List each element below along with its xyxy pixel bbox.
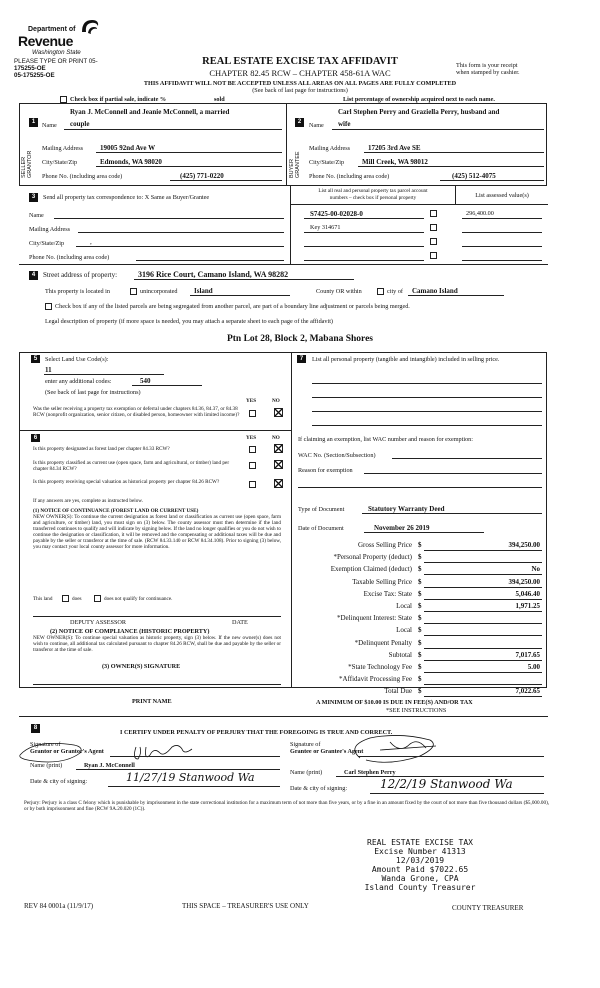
certify-statement: I CERTIFY UNDER PENALTY OF PERJURY THAT THE FOREGOING IS TRUE AND CORRECT. [120,729,393,736]
buyer-phone[interactable]: (425) 512-4075 [452,172,496,180]
check-x-icon [274,460,283,469]
buyer-name-label: Name [309,122,324,129]
grantor-sig-label1: Signature of [30,741,61,748]
does-label: does [72,596,82,602]
tax-row-currency: $ [418,553,422,562]
land-use-see-back: (See back of last page for instructions) [45,389,141,396]
s5-yes-checkbox[interactable] [249,410,256,417]
tax-row [298,675,544,685]
section-7-number: 7 [297,355,306,363]
county-treasurer-label: COUNTY TREASURER [452,904,524,912]
buyer-mailing-label: Mailing Address [309,145,351,152]
segregated-label: Check box if any of the listed parcels are being segregated from another parcel, are part of a boundary line adjustment or parcels being merged. [55,303,410,310]
wac-label: WAC No. (Section/Subsection) [298,452,376,459]
print-name-label: PRINT NAME [132,698,172,705]
corr-city-label: City/State/Zip [29,240,65,247]
exemption-reason-label: Reason for exemption [298,467,353,474]
historic-no-checkbox[interactable] [274,479,283,488]
tax-row [298,639,544,649]
notice2-title: (2) NOTICE OF COMPLIANCE (HISTORIC PROPERTY) [50,628,210,635]
tax-row-currency: $ [418,638,422,647]
current-use-question: Is this property classified as current use (open space, farm and agricultural, or timber) land per chapter 84.34 RCW? [33,460,230,472]
buyer-mailing[interactable]: 17205 3rd Ave SE [368,144,421,152]
deputy-assessor-label: DEPUTY ASSESSOR [70,619,126,626]
does-not-checkbox[interactable] [94,595,101,602]
tax-row [298,565,544,575]
tax-row-value[interactable]: 394,250.00 [508,541,540,549]
assessed-header: List assessed value(s) [475,192,529,199]
buyer-city[interactable]: Mill Creek, WA 98012 [362,158,428,166]
code1: 175255-OE [14,65,46,72]
s6-yes: YES [246,435,257,441]
form-title: REAL ESTATE EXCISE TAX AFFIDAVIT [202,56,398,67]
partial-sale-checkbox[interactable] [60,96,67,103]
tax-row-label: Total Due [384,687,412,696]
parcel-3-checkbox[interactable] [430,238,437,245]
receipt-note1: This form is your receipt [456,62,518,69]
correspondence-label: Send all property tax correspondence to: X Same as Buyer/Grantee [43,194,210,201]
dept-line1: Department of [28,26,76,33]
seller-name-line1[interactable]: Ryan J. McConnell and Jeanie McConnell, a married [70,108,230,116]
see-back-text: (See back of last page for instructions) [252,87,348,94]
tax-row [298,614,544,624]
street-label: Street address of property: [43,271,118,279]
stamp-line4: Amount Paid $7022.65 [371,865,469,874]
tax-row-label: Local [396,602,412,610]
land-use-code[interactable]: 11 [45,366,52,374]
seller-city[interactable]: Edmonds, WA 98020 [100,158,162,166]
buyer-name-line1[interactable]: Carl Stephen Perry and Graziella Perry, husband and [338,108,500,116]
section-4-number: 4 [29,271,38,280]
tax-row-label: Subtotal [388,650,412,659]
city-value[interactable]: Camano Island [412,287,458,295]
doc-date-label: Date of Document [298,525,344,532]
tax-row-currency: $ [418,687,422,696]
tax-row-label: Exemption Claimed (deduct) [330,565,412,574]
parcel-2[interactable]: Key 314671 [310,224,341,231]
tax-row-label: *State Technology Fee [348,663,412,671]
current-use-yes-checkbox[interactable] [249,462,256,469]
historic-yes-checkbox[interactable] [249,481,256,488]
stamp-line1: REAL ESTATE EXCISE TAX [367,838,473,847]
stamp-line5: Wanda Grone, CPA [381,874,459,883]
dept-revenue: Revenue [18,33,73,49]
tax-row-label: Local [396,626,412,635]
tax-row-label: *Personal Property (deduct) [333,553,412,562]
grantor-date-city[interactable]: 11/27/19 Stanwood Wa [126,771,255,784]
tax-row [298,651,544,661]
treasurer-stamp [330,838,510,892]
city-of-checkbox[interactable] [377,288,384,295]
dept-state: Washington State [32,49,81,56]
tax-row-currency: $ [418,650,422,659]
form-revision: REV 84 0001a (11/9/17) [24,902,94,910]
exemption-question: Was the seller receiving a property tax exemption or deferral under chapters 84.36, 84.37, or 84.38 RCW (nonprofit organization, senior citizen, or disabled person, homeowner with limited income)? [33,406,240,418]
tax-row-value[interactable]: 394,250.00 [508,577,540,586]
located-in-label: This property is located in [45,288,110,295]
section-1-number: 1 [29,118,38,127]
seller-name-label: Name [42,122,57,129]
tax-row-currency: $ [418,589,422,598]
seller-name-line2[interactable]: couple [70,120,90,128]
forest-question: Is this property designated as forest land per chapter 84.33 RCW? [33,446,170,452]
check-x-icon [274,444,283,453]
warning-text: THIS AFFIDAVIT WILL NOT BE ACCEPTED UNLESS ALL AREAS ON ALL PAGES ARE FULLY COMPLETED [143,80,457,87]
street-address[interactable]: 3196 Rice Court, Camano Island, WA 98282 [138,270,289,279]
parcel-4-checkbox[interactable] [430,252,437,259]
additional-codes-label: enter any additional codes: [45,378,112,385]
does-checkbox[interactable] [62,595,69,602]
stamp-line6: Island County Treasurer [364,883,476,892]
tax-row-value[interactable]: 5,046.40 [515,589,540,598]
seller-mailing[interactable]: 19005 92nd Ave W [100,144,156,152]
forest-no-checkbox[interactable] [274,444,283,453]
segregated-checkbox[interactable] [45,303,52,310]
grantee-date-label: Date & city of signing: [290,785,348,792]
owner-signature-label: (3) OWNER(S) SIGNATURE [102,663,181,670]
see-instructions: *SEE INSTRUCTIONS [386,707,447,714]
tax-row-label: Excise Tax: State [363,589,412,598]
land-use-label: Select Land Use Code(s): [45,356,109,363]
tax-row-currency: $ [418,675,422,684]
receipt-note2: when stamped by cashier. [456,69,520,76]
seller-phone[interactable]: (425) 771-0220 [180,172,224,180]
legal-label: Legal description of property (if more space is needed, you may attach a separate sheet to each page of the affidavit) [45,318,333,325]
grantee-name[interactable]: Carl Stephen Perry [344,769,396,776]
code2: 05-175255-OE [14,72,55,79]
unincorporated-checkbox[interactable] [130,288,137,295]
section-6-number: 6 [31,434,40,442]
tax-row [298,626,544,636]
historic-question: Is this property receiving special valuation as historical property per chapter 84.26 RCW? [33,479,220,485]
section-8-number: 8 [31,724,40,733]
ownership-note: List percentage of ownership acquired next to each name. [343,96,495,103]
grantee-signature[interactable] [340,730,450,770]
exemption-claim-label: If claiming an exemption, list WAC number and reason for exemption: [298,436,473,443]
tax-row-currency: $ [418,663,422,671]
tax-row [298,578,544,588]
please-type: PLEASE TYPE OR PRINT 05- [14,58,98,65]
additional-codes[interactable]: 540 [140,377,151,385]
this-land-label: This land [33,596,53,602]
grantor-date-label: Date & city of signing: [30,778,88,785]
tax-row-label: Taxable Selling Price [352,577,412,586]
notice1-text: NEW OWNER(S): To continue the current designation as forest land or classification as current use (open space, farm and agriculture, or timber) land, you must sign on (3) below. The county assessor must then determine if the land transferred continues to qualify and will indicate by signing below. If the land no longer qualifies or you do not wish to continue the designation or classification, it will be removed and the compensating or additional taxes will be due and payable by the seller or transferor at the time of sale. (RCW 84.33.140 or RCW 84.34.108). Prior to signing (3) below, you may contact your local county assessor for more information. [33,514,281,550]
parcel-1-checkbox[interactable] [430,210,437,217]
grantee-name-label: Name (print) [290,769,323,776]
partial-sale-label: Check box if partial sale, indicate % [70,96,167,103]
seller-city-label: City/State/Zip [42,159,78,166]
tax-row-label: Gross Selling Price [357,541,412,549]
form-chapter: CHAPTER 82.45 RCW – CHAPTER 458-61A WAC [209,68,391,78]
s5-no-checkbox[interactable] [274,408,283,417]
dor-logo-icon [80,18,100,36]
stamp-line2: Excise Number 41313 [374,847,466,856]
personal-property-label: List all personal property (tangible and intangible) included in selling price. [312,356,500,363]
perjury-notice: Perjury: Perjury is a class C felony which is punishable by imprisonment in the state correctional institution for a maximum term of not more than five years, or by a fine in an amount fixed by the court of not more than five thousand dollars ($5,000.00), or by both imprisonment and fine (RCW 9A.20.020 (1C)). [24,800,550,812]
buyer-phone-label: Phone No. (including area code) [309,173,390,180]
notice1-title: (1) NOTICE OF CONTINUANCE (FOREST LAND OR CURRENT USE) [33,508,199,514]
doc-type-label: Type of Document [298,506,345,513]
s5-no: NO [272,398,280,404]
complete-instruction: If any answers are yes, complete as instructed below. [33,498,144,504]
grantee-sig-label1: Signature of [290,741,321,748]
seller-side-label: SELLER GRANTOR [21,150,33,178]
tax-row [298,541,544,551]
county-label: County OR within [316,288,362,295]
notice2-text: NEW OWNER(S): To continue special valuation as historic property, sign (3) below. If the new owner(s) does not wish to continue, all additional tax calculated pursuant to chapter 84.26 RCW, shall be due and payable by the seller or transferor at the time of sale. [33,635,281,653]
section-2-number: 2 [295,118,304,127]
tax-row-currency: $ [418,541,422,549]
tax-row-value[interactable]: 7,017.65 [515,650,540,659]
parcel-header2: numbers – check box if personal property [329,195,417,201]
sold-label: sold [214,96,225,103]
tax-row-label: *Affidavit Processing Fee [339,675,412,684]
parcel-2-checkbox[interactable] [430,224,437,231]
buyer-city-label: City/State/Zip [309,159,345,166]
stamp-line3: 12/03/2019 [395,856,445,865]
city-of-label: city of [387,288,403,295]
tax-row-currency: $ [418,602,422,610]
tax-row-currency: $ [418,565,422,574]
dor-logo [14,18,104,58]
corr-name-label: Name [29,212,44,219]
tax-row [298,663,544,673]
tax-row-currency: $ [418,614,422,623]
corr-mailing-label: Mailing Address [29,226,71,233]
tax-row [298,590,544,600]
tax-row-label: *Delinquent Penalty [354,638,412,647]
tax-row-currency: $ [418,626,422,635]
s5-yes: YES [246,398,257,404]
check-x-icon [274,408,283,417]
corr-phone-label: Phone No. (including area code) [29,254,110,261]
grantor-sig-label2: Grantor or Grantor's Agent [30,748,104,755]
corr-city-value[interactable]: , [90,238,92,246]
grantee-sig-label2: Grantee or Grantee's Agent [290,748,364,755]
county-value[interactable]: Island [194,287,213,295]
parcel-header1: List all real and personal property tax parcel account [318,188,428,194]
tax-row-value[interactable]: No [531,565,540,574]
deputy-date-label: DATE [232,619,248,626]
tax-row-value[interactable]: 1,971.25 [515,602,540,610]
tax-row-label: *Delinquent Interest: State [336,614,412,623]
section-5-number: 5 [31,355,40,363]
assessed-1[interactable]: 296,400.00 [466,210,494,217]
doc-type[interactable]: Statutory Warranty Deed [368,505,445,513]
check-x-icon [274,479,283,488]
unincorporated-label: unincorporated [140,288,178,295]
grantor-name-label: Name (print) [30,762,63,769]
tax-row-currency: $ [418,577,422,586]
seller-phone-label: Phone No. (including area code) [42,173,123,180]
grantor-name[interactable]: Ryan J. McConnell [84,762,135,769]
treasurer-use-only: THIS SPACE – TREASURER'S USE ONLY [182,902,309,910]
tax-row-value[interactable]: 7,022.65 [515,687,540,696]
legal-description[interactable]: Ptn Lot 28, Block 2, Mabana Shores [226,334,374,344]
minimum-due-note: A MINIMUM OF $10.00 IS DUE IN FEE(S) AND/OR TAX [316,699,473,706]
current-use-no-checkbox[interactable] [274,460,283,469]
buyer-side-label: BUYER GRANTEE [289,151,301,178]
grantee-date-city[interactable]: 12/2/19 Stanwood Wa [380,777,513,791]
does-not-label: does not qualify for continuance. [104,596,173,602]
buyer-name-line2[interactable]: wife [338,120,351,128]
tax-row [298,602,544,612]
section-3-number: 3 [29,193,38,202]
forest-yes-checkbox[interactable] [249,446,256,453]
tax-row-value[interactable]: 5.00 [527,663,540,671]
s6-no: NO [272,435,280,441]
doc-date[interactable]: November 26 2019 [374,524,430,532]
seller-mailing-label: Mailing Address [42,145,84,152]
tax-row [298,553,544,563]
tax-row [298,687,544,697]
parcel-1[interactable]: S7425-00-02028-0 [310,210,363,218]
